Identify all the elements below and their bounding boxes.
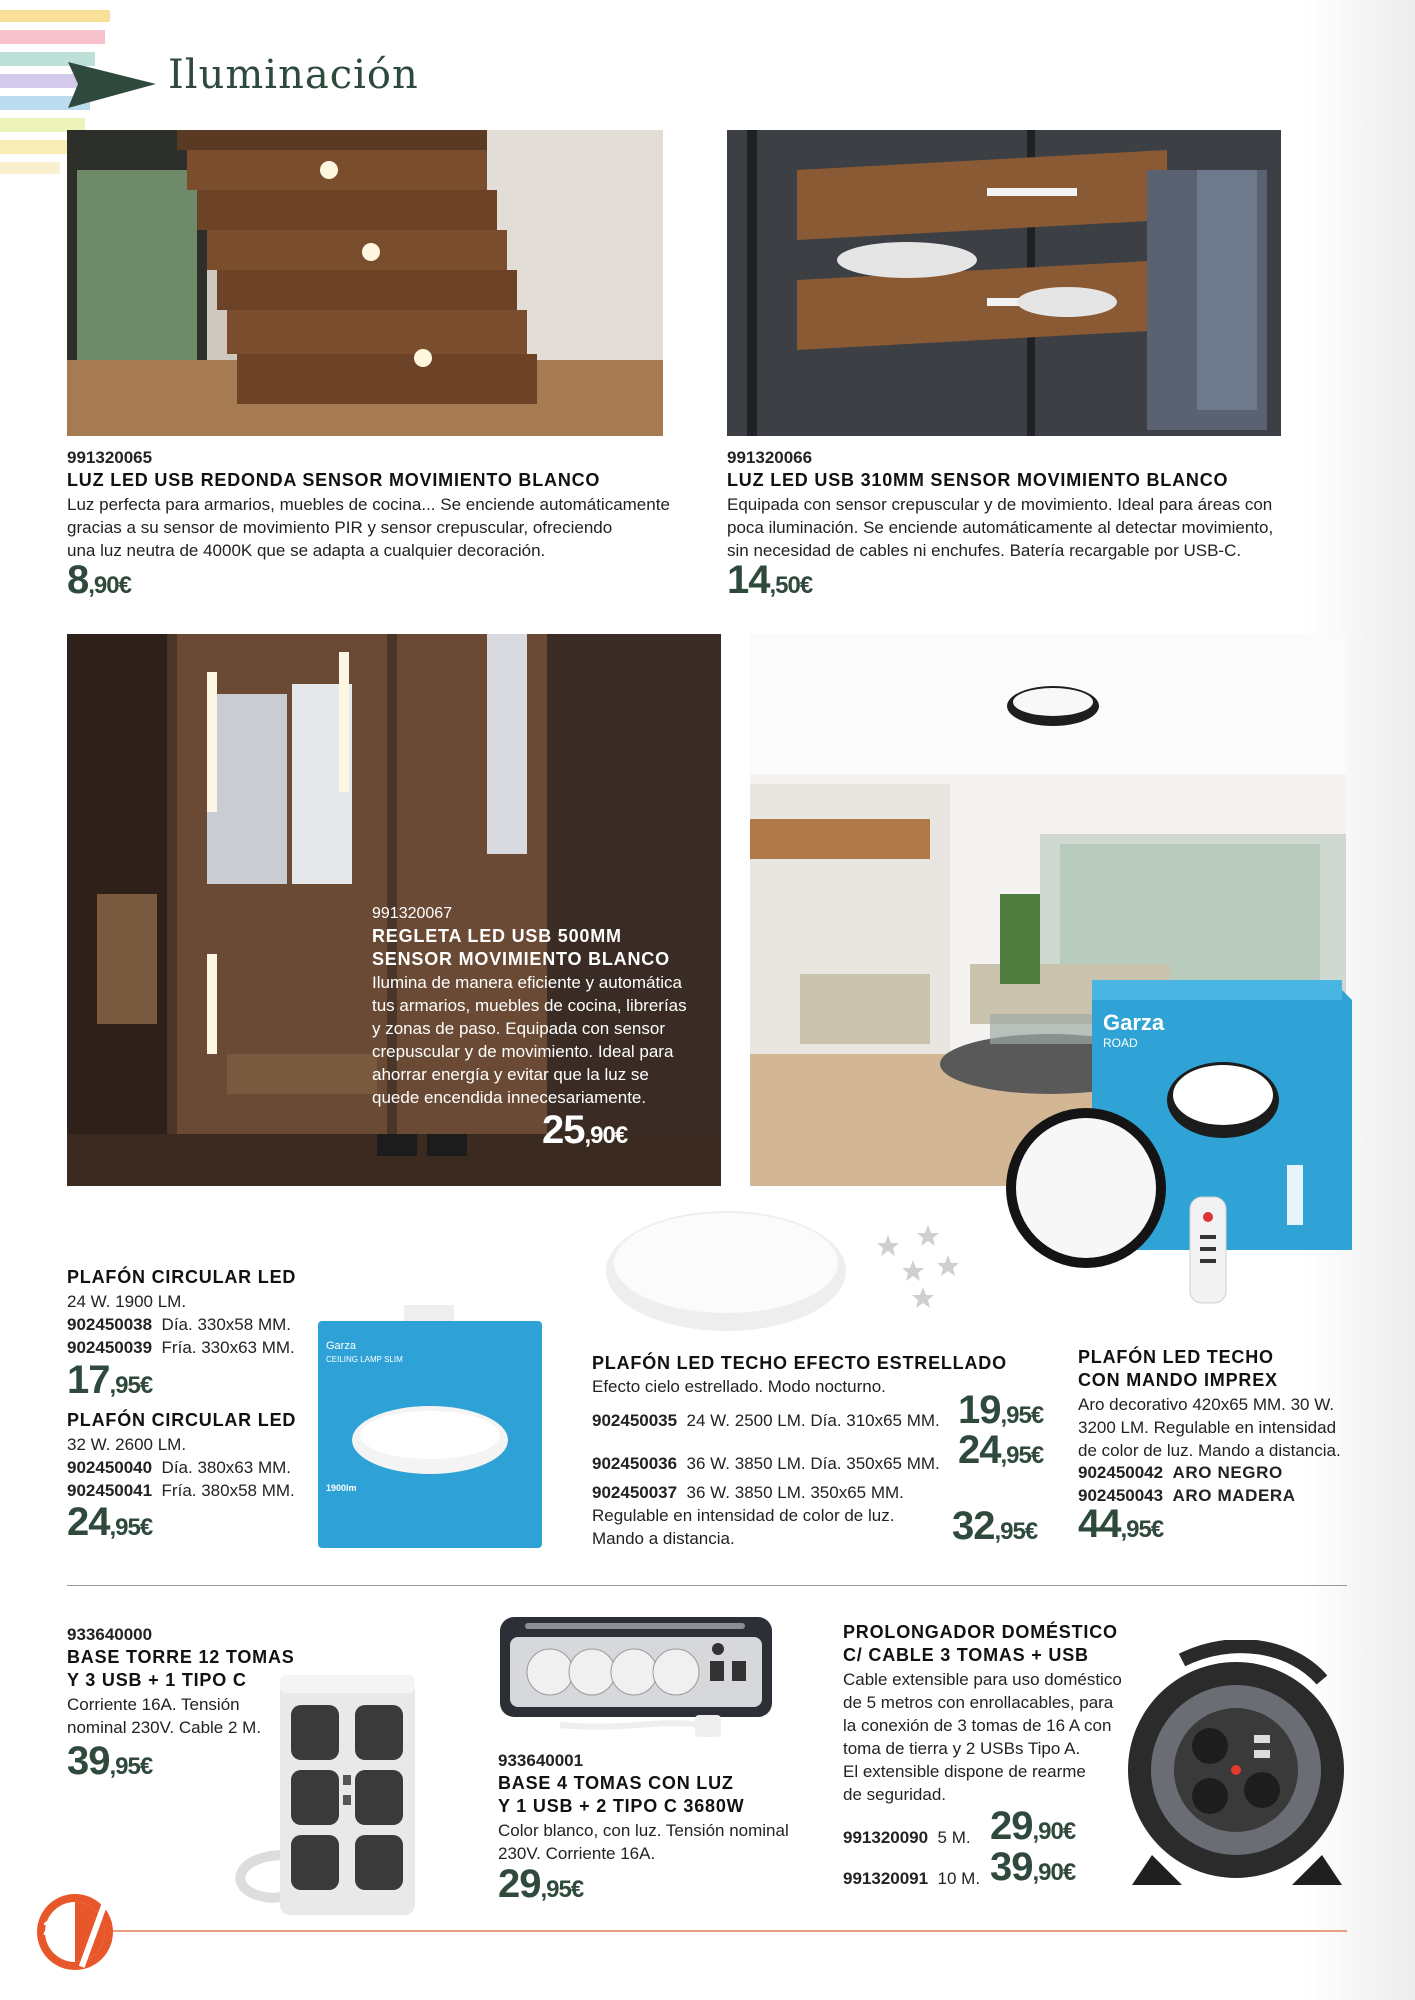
product-spec: 32 W. 2600 LM. (67, 1435, 187, 1454)
box-brand: Garza (1103, 1010, 1165, 1035)
ceiling-lamp-black-ring (1003, 1105, 1169, 1276)
product-name: LUZ LED USB REDONDA SENSOR MOVIMIENTO BLANCO (67, 470, 601, 490)
footer-line (100, 1930, 1347, 1932)
product-name: PROLONGADOR DOMÉSTICO C/ CABLE 3 TOMAS + USB (843, 1622, 1118, 1665)
box-label: ROAD (1103, 1036, 1138, 1050)
stars-icon (868, 1225, 968, 1320)
tower-power-strip-image (225, 1675, 425, 1925)
product-name: LUZ LED USB 310MM SENSOR MOVIMIENTO BLANCO (727, 470, 1229, 490)
product-spec: 24 W. 1900 LM. (67, 1292, 187, 1311)
product-price: 44,95€ (1078, 1502, 1164, 1546)
cable-reel-image (1122, 1640, 1350, 1895)
box-brand: Garza (326, 1340, 356, 1352)
remote-control-icon (1188, 1195, 1228, 1310)
product-price: 29,95€ (498, 1862, 584, 1906)
product-note: Regulable en intensidad de color de luz. Mando a distancia. (592, 1506, 895, 1548)
product-name: BASE 4 TOMAS CON LUZ Y 1 USB + 2 TIPO C 3680W (498, 1773, 745, 1816)
product-price: 17,95€ (67, 1358, 153, 1402)
box-lumens: 1900lm (326, 1483, 357, 1493)
product-photo-stairs (67, 130, 663, 436)
variant-row: 902450041 Fría. 380x58 MM. (67, 1481, 295, 1500)
product-description: Cable extensible para uso doméstico de 5 metros con enrollacables, para la conexión de 3 tomas de 16 A con toma de tierra y 2 USBs Tipo A. El extensible dispone de rearme de seguridad. (843, 1670, 1122, 1804)
variant-price: 24,95€ (958, 1428, 1044, 1472)
section-divider (67, 1585, 1347, 1586)
product-name: BASE TORRE 12 TOMAS Y 3 USB + 1 TIPO C (67, 1647, 295, 1690)
page-title: Iluminación (168, 52, 419, 98)
variant-row: 902450042 ARO NEGRO (1078, 1463, 1283, 1482)
product-description: Ilumina de manera eficiente y automática tus armarios, muebles de cocina, librerías y zonas de paso. Equipada con sensor crepuscular y de movimiento. Ideal para ahorrar energía y evitar que la luz se quede encendida innecesariamente. (372, 973, 687, 1107)
product-description: Equipada con sensor crepuscular y de movimiento. Ideal para áreas con poca iluminación. Se enciende automáticamente al detectar movimiento, sin necesidad de cables ni enchufes. Batería recargable por USB-C. (727, 495, 1274, 560)
socket-strip-image (500, 1613, 775, 1753)
product-price: 8,90€ (67, 558, 131, 602)
product-code: 991320067 (372, 905, 453, 922)
header-arrow-icon (68, 62, 158, 117)
product-name: PLAFÓN CIRCULAR LED (67, 1267, 297, 1287)
product-price: 25,90€ (542, 1108, 628, 1152)
variant-price: 32,95€ (952, 1504, 1038, 1548)
product-photo-shelves (727, 130, 1281, 436)
variant-price: 39,90€ (990, 1845, 1076, 1889)
variant-row: 902450035 24 W. 2500 LM. Día. 310x65 MM. (592, 1411, 940, 1430)
variant-row: 991320091 10 M. (843, 1869, 981, 1888)
product-name: PLAFÓN LED TECHO CON MANDO IMPREX (1078, 1347, 1278, 1390)
product-price: 24,95€ (67, 1500, 153, 1544)
variant-row: 902450038 Día. 330x58 MM. (67, 1315, 291, 1334)
product-price: 14,50€ (727, 558, 813, 602)
variant-row: 902450037 36 W. 3850 LM. 350x65 MM. (592, 1483, 904, 1502)
product-code: 933640001 (498, 1751, 584, 1770)
box-label: CEILING LAMP SLIM (326, 1355, 403, 1364)
variant-price: 29,90€ (990, 1804, 1076, 1848)
product-description: Luz perfecta para armarios, muebles de cocina... Se enciende automáticamente gracias a su sensor de movimiento PIR y sensor crepuscular, ofreciendo una luz neutra de 4000K que se adapta a cualquier decoración. (67, 495, 670, 560)
product-name: PLAFÓN LED TECHO EFECTO ESTRELLADO (592, 1353, 1007, 1373)
overlay-product-block (372, 905, 702, 1109)
product-spec: Efecto cielo estrellado. Modo nocturno. (592, 1377, 886, 1396)
variant-row: 902450039 Fría. 330x63 MM. (67, 1338, 295, 1357)
variant-row: 902450043 ARO MADERA (1078, 1486, 1296, 1505)
product-name: REGLETA LED USB 500MM SENSOR MOVIMIENTO BLANCO (372, 926, 670, 969)
ceiling-lamp-white (604, 1205, 854, 1340)
variant-row: 902450040 Día. 380x63 MM. (67, 1458, 291, 1477)
product-code: 933640000 (67, 1625, 153, 1644)
product-description: Color blanco, con luz. Tensión nominal 230V. Corriente 16A. (498, 1821, 789, 1863)
product-code: 991320065 (67, 448, 153, 467)
product-description: Aro decorativo 420x65 MM. 30 W. 3200 LM. Regulable en intensidad de color de luz. Mando a distancia. (1078, 1395, 1341, 1460)
product-description: Corriente 16A. Tensión nominal 230V. Cable 2 M. (67, 1695, 262, 1737)
product-price: 39,95€ (67, 1739, 153, 1783)
product-code: 991320066 (727, 448, 813, 467)
product-name: PLAFÓN CIRCULAR LED (67, 1410, 297, 1430)
variant-price: 19,95€ (958, 1388, 1044, 1432)
page-number: 22 (43, 1918, 66, 1940)
variant-row: 902450036 36 W. 3850 LM. Día. 350x65 MM. (592, 1454, 940, 1473)
variant-row: 991320090 5 M. (843, 1828, 971, 1847)
